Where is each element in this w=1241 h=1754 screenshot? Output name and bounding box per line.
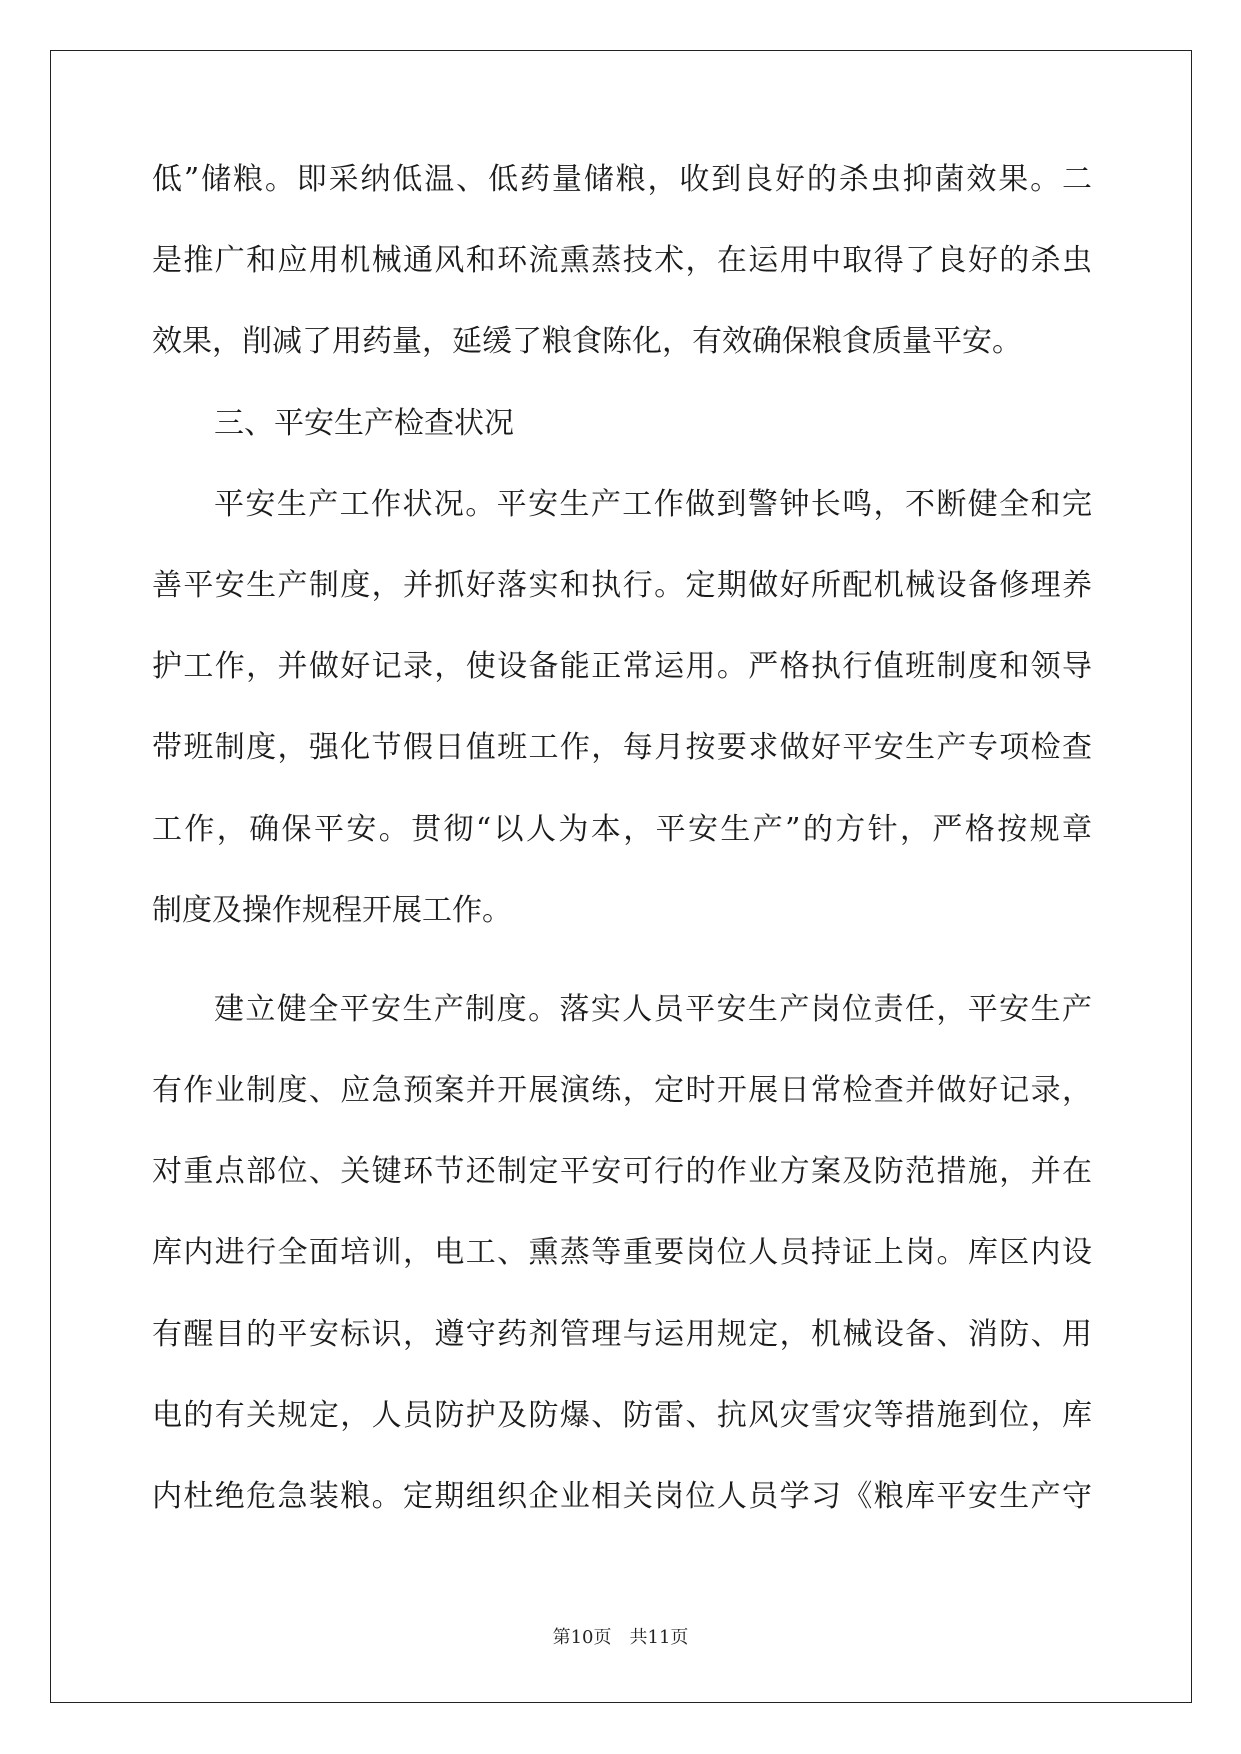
text-line: 有作业制度、应急预案并开展演练，定时开展日常检查并做好记录， — [152, 1073, 1092, 1109]
text-line: 库内进行全面培训，电工、熏蒸等重要岗位人员持证上岗。库区内设 — [152, 1235, 1092, 1271]
text-line: 平安生产工作状况。平安生产工作做到警钟长鸣，不断健全和完 — [214, 486, 1092, 522]
text-line: 是推广和应用机械通风和环流熏蒸技术，在运用中取得了良好的杀虫 — [152, 243, 1092, 279]
page-number-current: 第10页 — [552, 1627, 612, 1648]
page-footer — [0, 1626, 1241, 1650]
text-line: 善平安生产制度，并抓好落实和执行。定期做好所配机械设备修理养 — [152, 567, 1092, 603]
page-number-total: 共11页 — [629, 1627, 689, 1648]
text-line: 工作，确保平安。贯彻“以人为本，平安生产”的方针，严格按规章 — [152, 811, 1092, 847]
text-line: 低”储粮。即采纳低温、低药量储粮，收到良好的杀虫抑菌效果。二 — [152, 162, 1092, 197]
document-body — [152, 160, 1092, 1558]
text-line: 有醒目的平安标识，遵守药剂管理与运用规定，机械设备、消防、用 — [152, 1316, 1092, 1352]
text-line: 内杜绝危急装粮。定期组织企业相关岗位人员学习《粮库平安生产守 — [152, 1479, 1092, 1514]
text-line: 带班制度，强化节假日值班工作，每月按要求做好平安生产专项检查 — [152, 730, 1092, 766]
paragraph-gap — [152, 972, 1092, 990]
section-heading: 三、平安生产检查状况 — [214, 405, 514, 441]
text-line: 效果，削减了用药量，延缓了粮食陈化，有效确保粮食质量平安。 — [152, 324, 1022, 360]
text-line: 对重点部位、关键环节还制定平安可行的作业方案及防范措施，并在 — [152, 1154, 1092, 1190]
text-line: 建立健全平安生产制度。落实人员平安生产岗位责任，平安生产 — [214, 991, 1092, 1027]
text-line: 护工作，并做好记录，使设备能正常运用。严格执行值班制度和领导 — [152, 649, 1092, 685]
text-line: 制度及操作规程开展工作。 — [152, 892, 512, 928]
text-line: 电的有关规定，人员防护及防爆、防雷、抗风灾雪灾等措施到位，库 — [152, 1397, 1092, 1433]
